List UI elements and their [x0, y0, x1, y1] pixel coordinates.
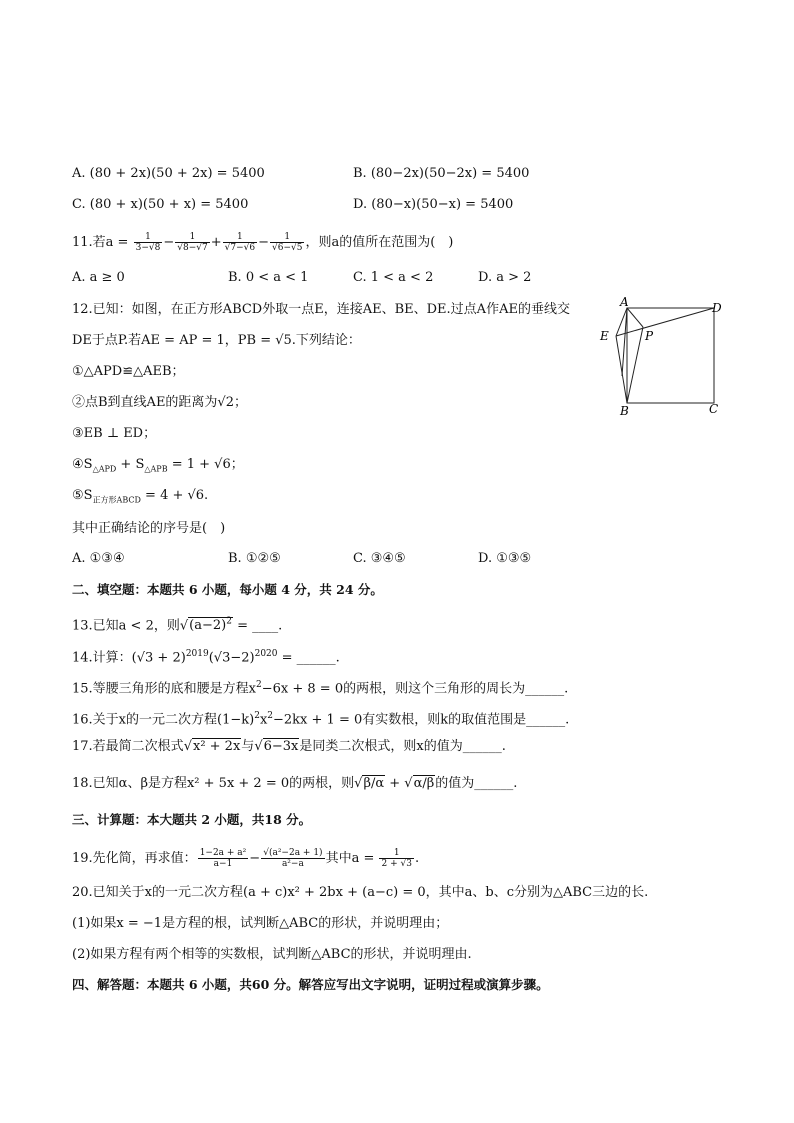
segment-pb [627, 327, 643, 403]
q12-stem-line2: DE于点P.若AE = AP = 1，PB = √5.下列结论： [72, 333, 361, 348]
q17: 17.若最简二次根式√x² + 2x与√6−3x是同类二次根式，则x的值为______. [72, 739, 506, 754]
q13: 13.已知a < 2，则$√(a-2)^2$ = ____. [72, 617, 283, 634]
q11-option-c: C. 1 < a < 2 [353, 270, 434, 285]
q12-claim-3: ③EB ⊥ ED； [72, 426, 157, 441]
label-c: C [709, 402, 719, 416]
q11-option-a: A. a ≥ 0 [72, 270, 125, 285]
q19: 19.先化简，再求值： $\frac{\text{1−2a + a²}}{a-1}$ − $\frac{\text{√(a²−2a + 1)}}{\text{a²−a}}$ 其中a = $\frac{1}{2 + √3}$ . [72, 848, 420, 869]
label-e: E [600, 329, 609, 343]
section-3-heading: 三、计算题：本大题共 2 小题，共18 分。 [72, 812, 312, 827]
label-b: B [620, 404, 629, 418]
q18: 18.已知α、β是方程x² + 5x + 2 = 0的两根，则√β/α + √α/β的值为______. [72, 776, 518, 791]
q14: 14.计算：$(√3 + 2)^{2019}(√3-2)^{2020}$ = ______. [72, 649, 340, 666]
square-abcd-figure [596, 296, 736, 422]
label-p: P [645, 329, 654, 343]
q10-option-c: C. (80 + x)(50 + x) = 5400 [72, 197, 249, 212]
q12-claim-5: $⑤S_{正方形ABCD} = 4 + √6$. [72, 488, 209, 505]
segment-eb [616, 336, 627, 403]
q12-stem-line1: 12.已知：如图，在正方形ABCD外取一点E，连接AE、BE、DE.过点A作AE的垂线交 [72, 302, 570, 317]
square-abcd [627, 308, 714, 403]
q12-option-d: D. ①③⑤ [478, 551, 532, 566]
q11-option-b: B. 0 < a < 1 [228, 270, 309, 285]
q12-option-b: B. ①②⑤ [228, 551, 281, 566]
q11-stem: 11.若a = $\frac{1}{3-√8}$ − $\frac{1}{√8-√7}$ + $\frac{1}{√7-√6}$ − $\frac{1}{√6-√5}$ ，则a的值所在范围为( ) [72, 232, 454, 253]
section-4-heading: 四、解答题：本题共 6 小题，共60 分。解答应写出文字说明，证明过程或演算步骤。 [72, 977, 549, 992]
q16: 16.关于x的一元二次方程$(1-k)^2x^2-2kx + 1 = 0$有实数根，则k的取值范围是______. [72, 711, 570, 728]
q12-question: 其中正确结论的序号是( ) [72, 521, 226, 536]
label-a: A [620, 296, 629, 309]
label-d: D [712, 301, 722, 315]
q20-part-2: (2)如果方程有两个相等的实数根，试判断△ABC的形状，并说明理由. [72, 947, 472, 962]
q12-option-c: C. ③④⑤ [353, 551, 406, 566]
q12-claim-1: ①△APD≌△AEB； [72, 364, 185, 379]
segment-ap [627, 308, 643, 327]
q12-claim-4: $④S_{\triangle APD} + S_{\triangle APB} = 1 + √6$； [72, 457, 244, 474]
q10-option-b: B. (80−2x)(50−2x) = 5400 [353, 166, 530, 181]
q12-claim-2: ②点B到直线AE的距离为√2； [72, 395, 247, 410]
q12-option-a: A. ①③④ [72, 551, 125, 566]
q10-option-a: A. (80 + 2x)(50 + 2x) = 5400 [72, 166, 265, 181]
section-2-heading: 二、填空题：本题共 6 小题，每小题 4 分，共 24 分。 [72, 582, 383, 597]
q20-stem: 20.已知关于x的一元二次方程(a + c)x² + 2bx + (a−c) = 0，其中a、b、c分别为△ABC三边的长. [72, 885, 649, 900]
q20-part-1: (1)如果x = −1是方程的根，试判断△ABC的形状，并说明理由； [72, 916, 449, 931]
q10-option-d: D. (80−x)(50−x) = 5400 [353, 197, 514, 212]
q11-option-d: D. a > 2 [478, 270, 532, 285]
q15: 15.等腰三角形的底和腰是方程$x^2-6x + 8 = 0$的两根，则这个三角形的周长为______. [72, 680, 569, 697]
